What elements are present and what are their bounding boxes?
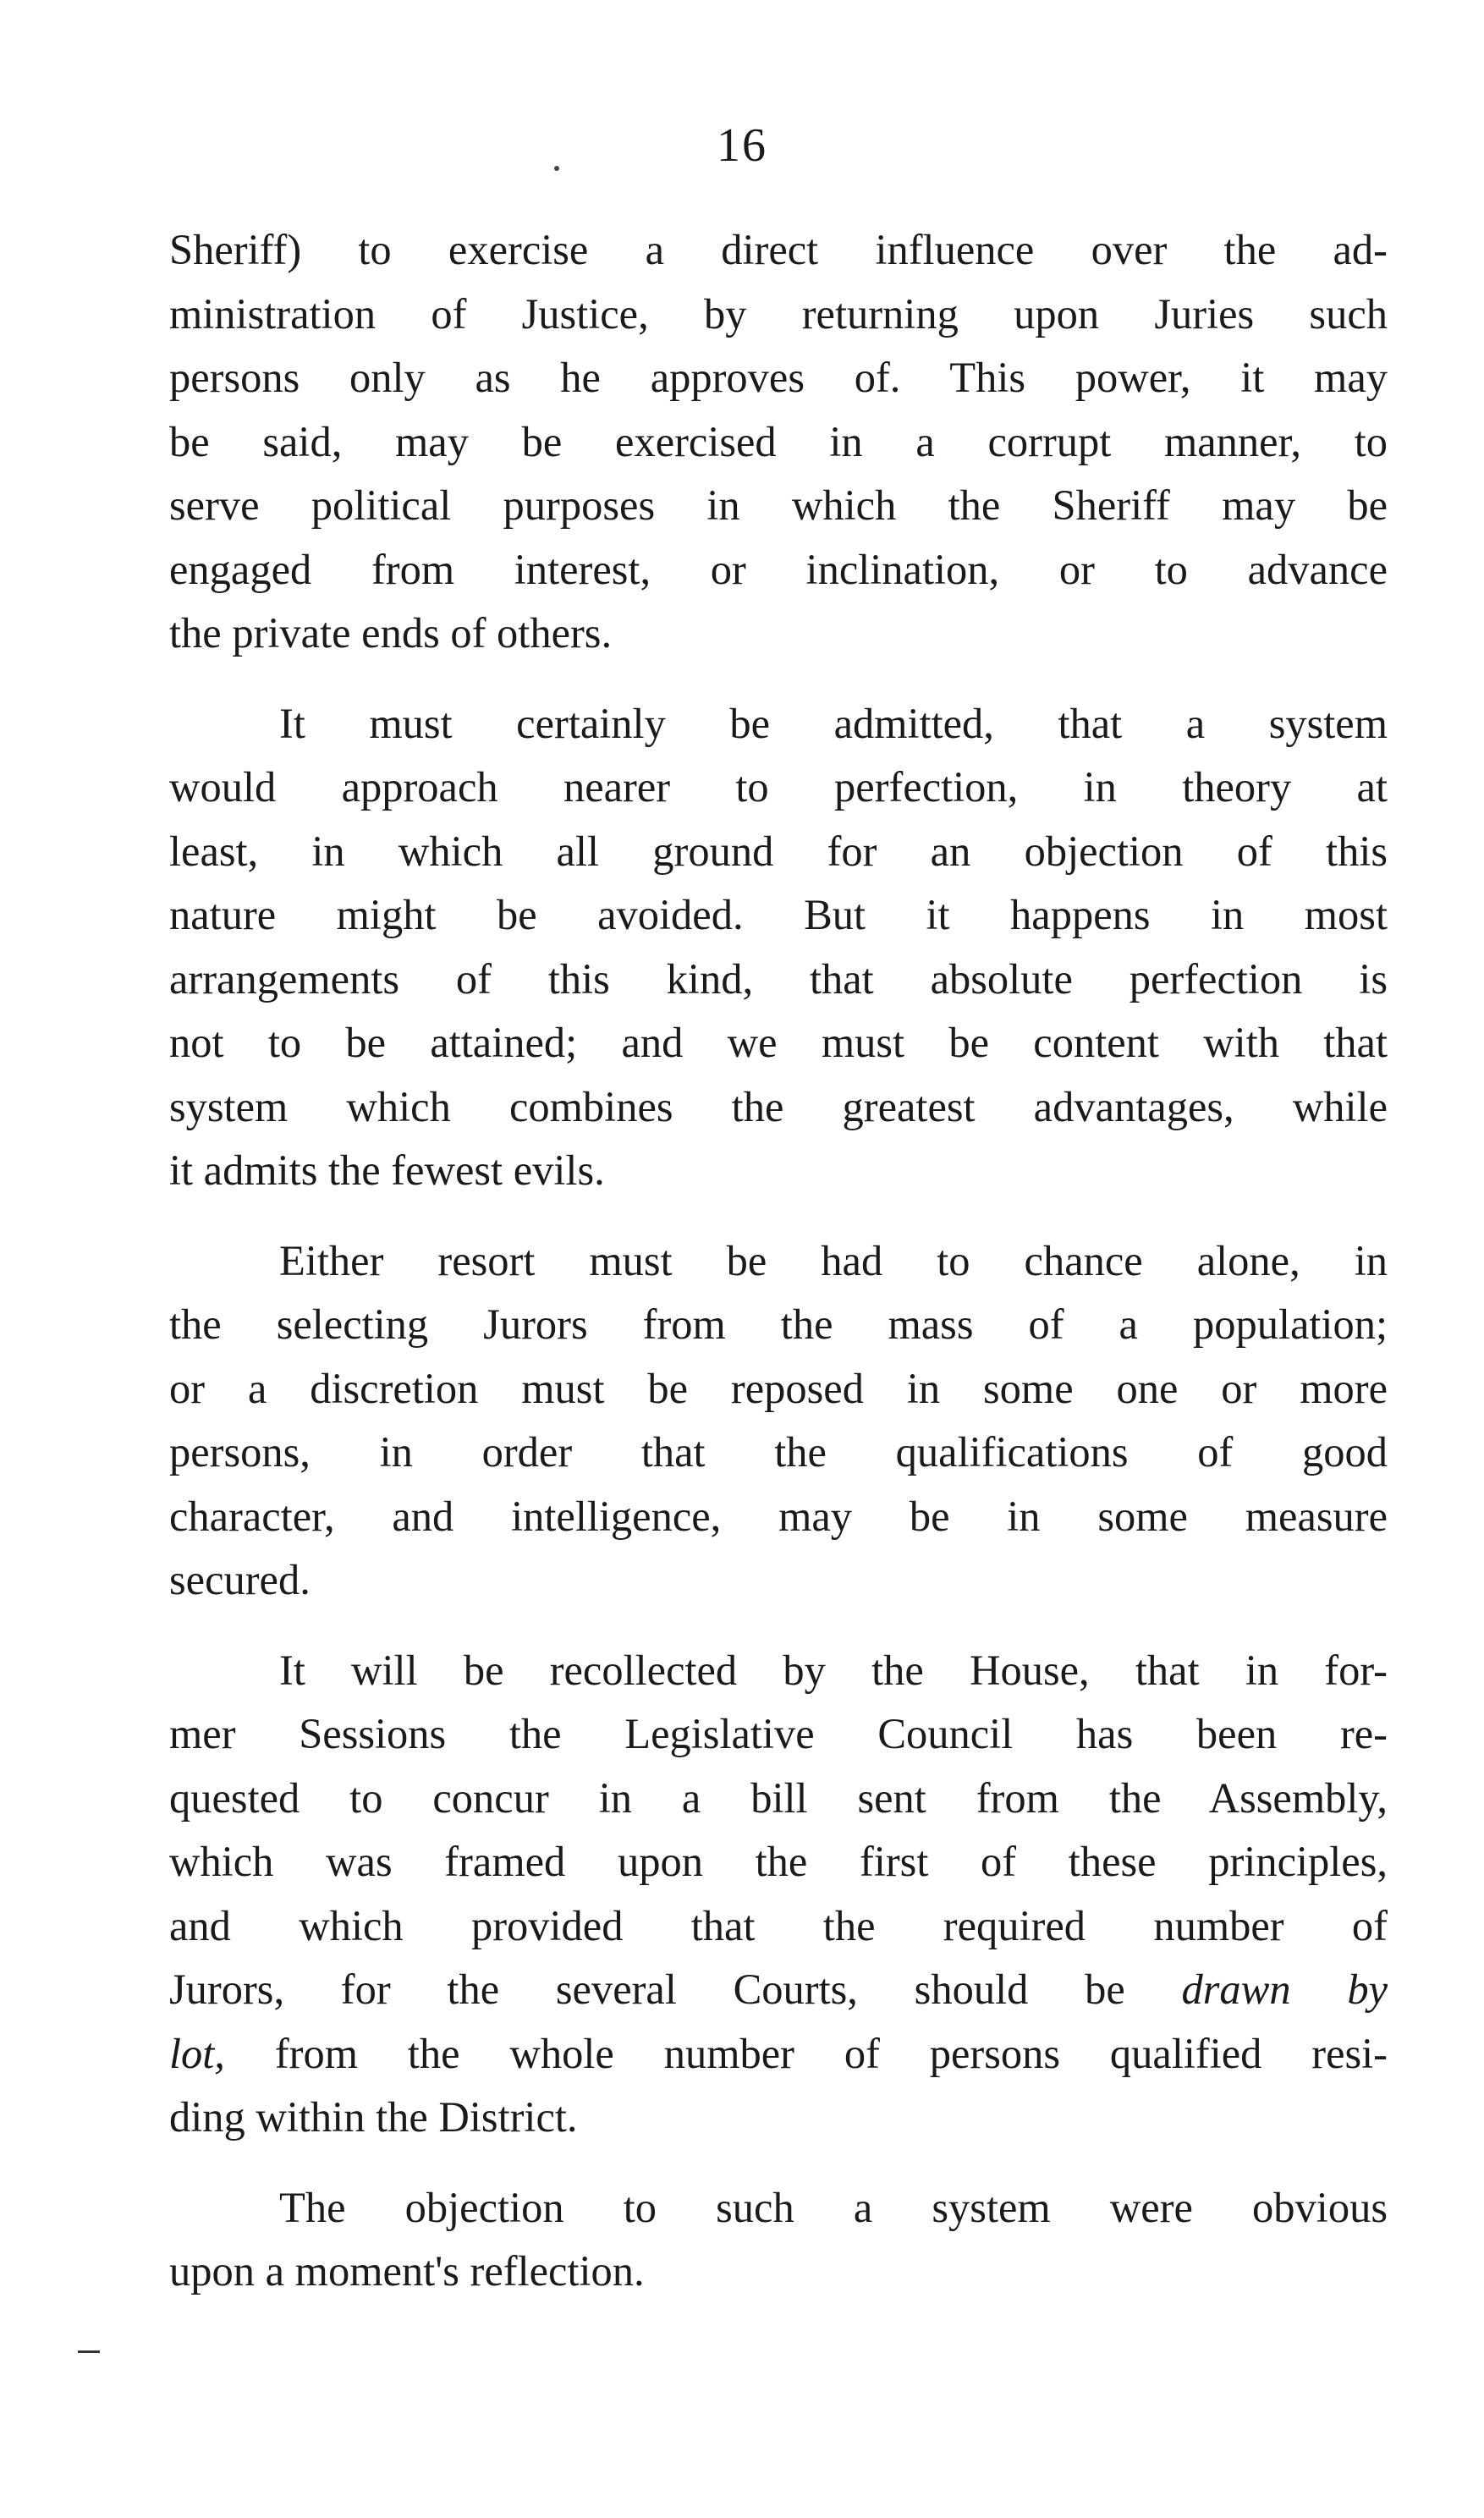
margin-mark: [78, 2350, 100, 2353]
ink-speck: [554, 166, 559, 171]
italic-emphasis: drawn by: [1181, 1965, 1388, 2013]
text-line: would approach nearer to perfection, in theory at: [169, 763, 1388, 811]
paragraph-4: [169, 1639, 1388, 2150]
text-line: It will be recollected by the House, that in for-: [279, 1646, 1388, 1694]
text-line: nature might be avoided. But it happens in most: [169, 891, 1388, 938]
text-line: which was framed upon the first of these principles,: [169, 1838, 1388, 1885]
paragraph-2: [169, 692, 1388, 1203]
text-line: and which provided that the required number of: [169, 1901, 1388, 1949]
text-line: The objection to such a system were obvious: [279, 2183, 1388, 2231]
text-line-with-emphasis: [169, 1958, 1388, 2022]
paragraph-3: [169, 1229, 1388, 1613]
text-line: it admits the fewest evils.: [169, 1146, 605, 1194]
text-line: persons only as he approves of. This power, it may: [169, 354, 1388, 401]
text-line-with-emphasis: [169, 2022, 1388, 2086]
text-line: serve political purposes in which the Sheriff may be: [169, 481, 1388, 529]
text-line: arrangements of this kind, that absolute perfection is: [169, 954, 1388, 1003]
paragraph-5: [169, 2176, 1388, 2304]
text-line: be said, may be exercised in a corrupt manner, to: [169, 417, 1388, 465]
text-line: the selecting Jurors from the mass of a population;: [169, 1300, 1388, 1348]
text-line: persons, in order that the qualifications of good: [169, 1428, 1388, 1476]
text-line: or a discretion must be reposed in some one or more: [169, 1364, 1388, 1412]
text-line: ding within the District.: [169, 2093, 578, 2141]
text-line: Sheriff) to exercise a direct influence over the ad-: [169, 226, 1388, 273]
text-run: Jurors, for the several Courts, should be: [169, 1965, 1125, 2013]
text-line: character, and intelligence, may be in some measure: [169, 1492, 1388, 1540]
text-line: not to be attained; and we must be content with that: [169, 1019, 1388, 1066]
italic-emphasis: lot,: [169, 2029, 225, 2077]
text-line: upon a moment's reflection.: [169, 2247, 645, 2295]
paragraph-1: [169, 218, 1388, 666]
text-line: engaged from interest, or inclination, or to advance: [169, 545, 1388, 593]
text-line: Either resort must be had to chance alone, in: [279, 1236, 1388, 1284]
text-line: the private ends of others.: [169, 609, 613, 657]
page-number: 16: [717, 119, 767, 172]
text-line: quested to concur in a bill sent from the Assembly,: [169, 1773, 1388, 1822]
text-line: mer Sessions the Legislative Council has been re-: [169, 1710, 1388, 1757]
text-line: secured.: [169, 1556, 311, 1603]
text-line: It must certainly be admitted, that a system: [279, 699, 1388, 747]
body-text: [169, 218, 1388, 2304]
text-line: least, in which all ground for an objection of this: [169, 827, 1388, 875]
text-line: system which combines the greatest advantages, while: [169, 1082, 1388, 1130]
text-line: ministration of Justice, by returning upon Juries such: [169, 289, 1388, 338]
text-run: from the whole number of persons qualified resi-: [274, 2029, 1388, 2077]
